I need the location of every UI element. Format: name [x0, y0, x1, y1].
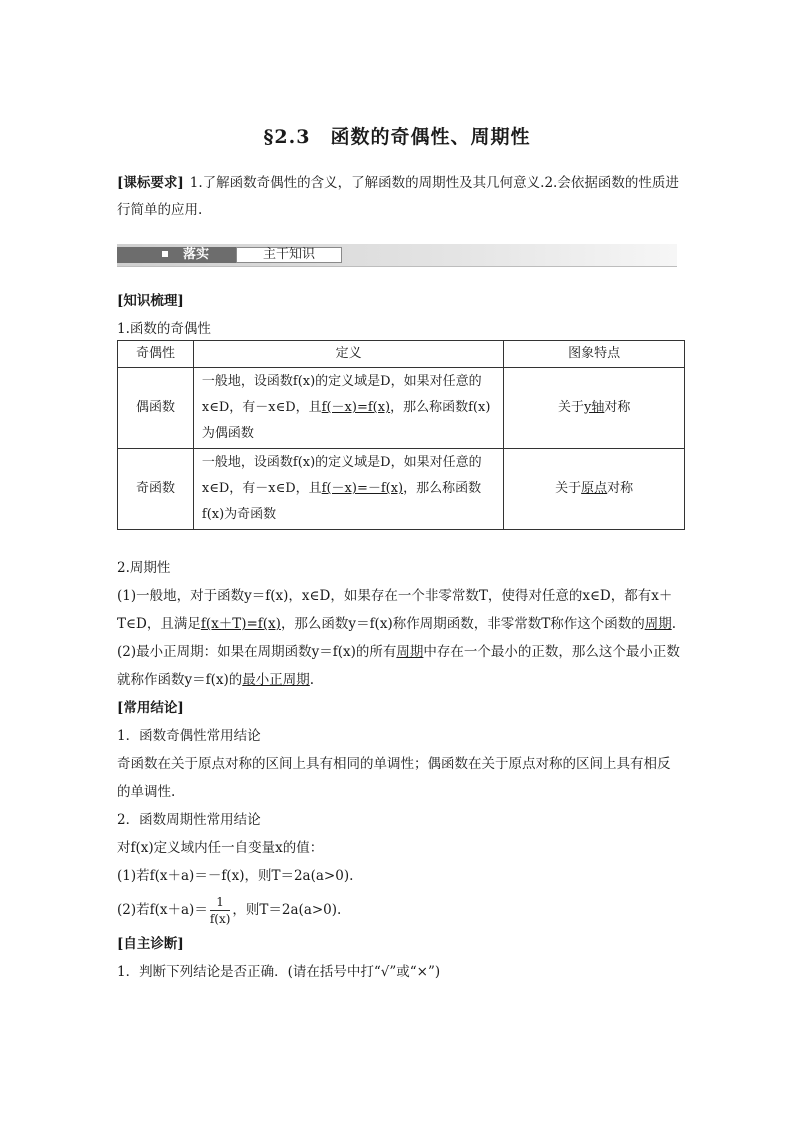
section-title: §2.3 函数的奇偶性、周期性: [263, 126, 531, 148]
feature-text: 对称: [607, 481, 634, 496]
period-text: 中存在一个最小的正数，那么这个最小正数就称作函数y＝f(x)的: [117, 644, 680, 688]
feature-text: 关于: [555, 481, 582, 496]
parity-heading: 1.函数的奇偶性: [117, 321, 211, 337]
feature-key: y轴: [583, 400, 605, 415]
row-feature: [504, 449, 685, 530]
conclusion-1-heading: 1．函数奇偶性常用结论: [117, 728, 261, 744]
knowledge-section-top: [117, 287, 683, 343]
banner-dark-label: 落实: [183, 247, 210, 262]
period-key: f(x＋T)=f(x): [200, 616, 281, 632]
row-name: 偶函数: [118, 368, 194, 449]
fraction-denominator: f(x): [209, 912, 231, 926]
row-definition: [193, 449, 503, 530]
period-key: 最小正周期: [242, 672, 310, 688]
period-heading: 2.周期性: [117, 560, 171, 576]
banner-light-label: 主干知识: [236, 247, 342, 263]
table-header-cell: 奇偶性: [118, 341, 194, 368]
period-text: ，那么函数y＝f(x)称作周期函数，非零常数T称作这个函数的: [280, 616, 645, 632]
table-header-row: [118, 341, 685, 368]
definition-key: f(－x)=－f(x): [321, 481, 404, 496]
conclusion-1-text: 奇函数在关于原点对称的区间上具有相同的单调性；偶函数在关于原点对称的区间上具有相反的单调性.: [117, 756, 671, 800]
requirements-tag: [课标要求]: [117, 175, 184, 191]
banner-dark-segment: [117, 247, 236, 263]
conclusion-2-intro: 对f(x)定义域内任一自变量x的值：: [117, 840, 324, 856]
period-text: (1)一般地，对于函数y＝f(x)，x∈D，如果存在一个非零常数T，使得对任意的x∈D，都有x＋T∈D，且满足: [117, 588, 673, 632]
feature-text: 对称: [604, 400, 631, 415]
period-paragraph-2: [117, 638, 683, 694]
row-feature: [504, 368, 685, 449]
conclusion-2-item-2: [117, 890, 683, 930]
period-key: 周期: [644, 616, 672, 632]
conclusion-2-heading: 2．函数周期性常用结论: [117, 812, 261, 828]
feature-key: 原点: [581, 481, 608, 496]
table-row: [118, 368, 685, 449]
fraction-numerator: 1: [210, 894, 231, 911]
definition-text: ，那么称函数f(x)为奇函数: [201, 481, 482, 522]
conclusions-header: [常用结论]: [117, 700, 184, 716]
section-banner: [117, 244, 677, 267]
conclusion-2-item-1: (1)若f(x＋a)＝－f(x)，则T＝2a(a>0).: [117, 868, 354, 884]
period-key: 周期: [396, 644, 424, 660]
definition-text: 一般地，设函数f(x)的定义域是D，如果对任意的x∈D，有－x∈D，且: [201, 374, 482, 415]
feature-text: 关于: [557, 400, 584, 415]
formula-text: ，则T＝2a(a>0).: [232, 902, 342, 918]
periodicity-section: [117, 554, 683, 986]
formula-text: (2)若f(x＋a)＝: [117, 902, 208, 918]
parity-table: [117, 340, 685, 530]
period-text: .: [671, 616, 677, 632]
definition-key: f(－x)=f(x): [321, 400, 391, 415]
requirements-text: 1.了解函数奇偶性的含义，了解函数的周期性及其几何意义.2.会依据函数的性质进行简单的应用.: [117, 175, 679, 218]
period-text: (2)最小正周期：如果在周期函数y＝f(x)的所有: [117, 644, 397, 660]
definition-text: 一般地，设函数f(x)的定义域是D，如果对任意的x∈D，有－x∈D，且: [201, 455, 482, 496]
table-header-cell: 定义: [193, 341, 503, 368]
period-text: .: [309, 672, 315, 688]
period-paragraph-1: [117, 582, 683, 638]
square-bullet-icon: [162, 251, 168, 257]
table-row: [118, 449, 685, 530]
curriculum-requirements: [117, 170, 681, 224]
row-name: 奇函数: [118, 449, 194, 530]
table-header-cell: 图象特点: [504, 341, 685, 368]
self-check-question-1: 1．判断下列结论是否正确．(请在括号中打“√”或“×”): [117, 964, 441, 980]
fraction: [210, 894, 231, 927]
definition-text: ，那么称函数f(x)为偶函数: [201, 400, 491, 441]
self-check-header: [自主诊断]: [117, 936, 184, 952]
row-definition: [193, 368, 503, 449]
knowledge-header: [知识梳理]: [117, 293, 184, 309]
